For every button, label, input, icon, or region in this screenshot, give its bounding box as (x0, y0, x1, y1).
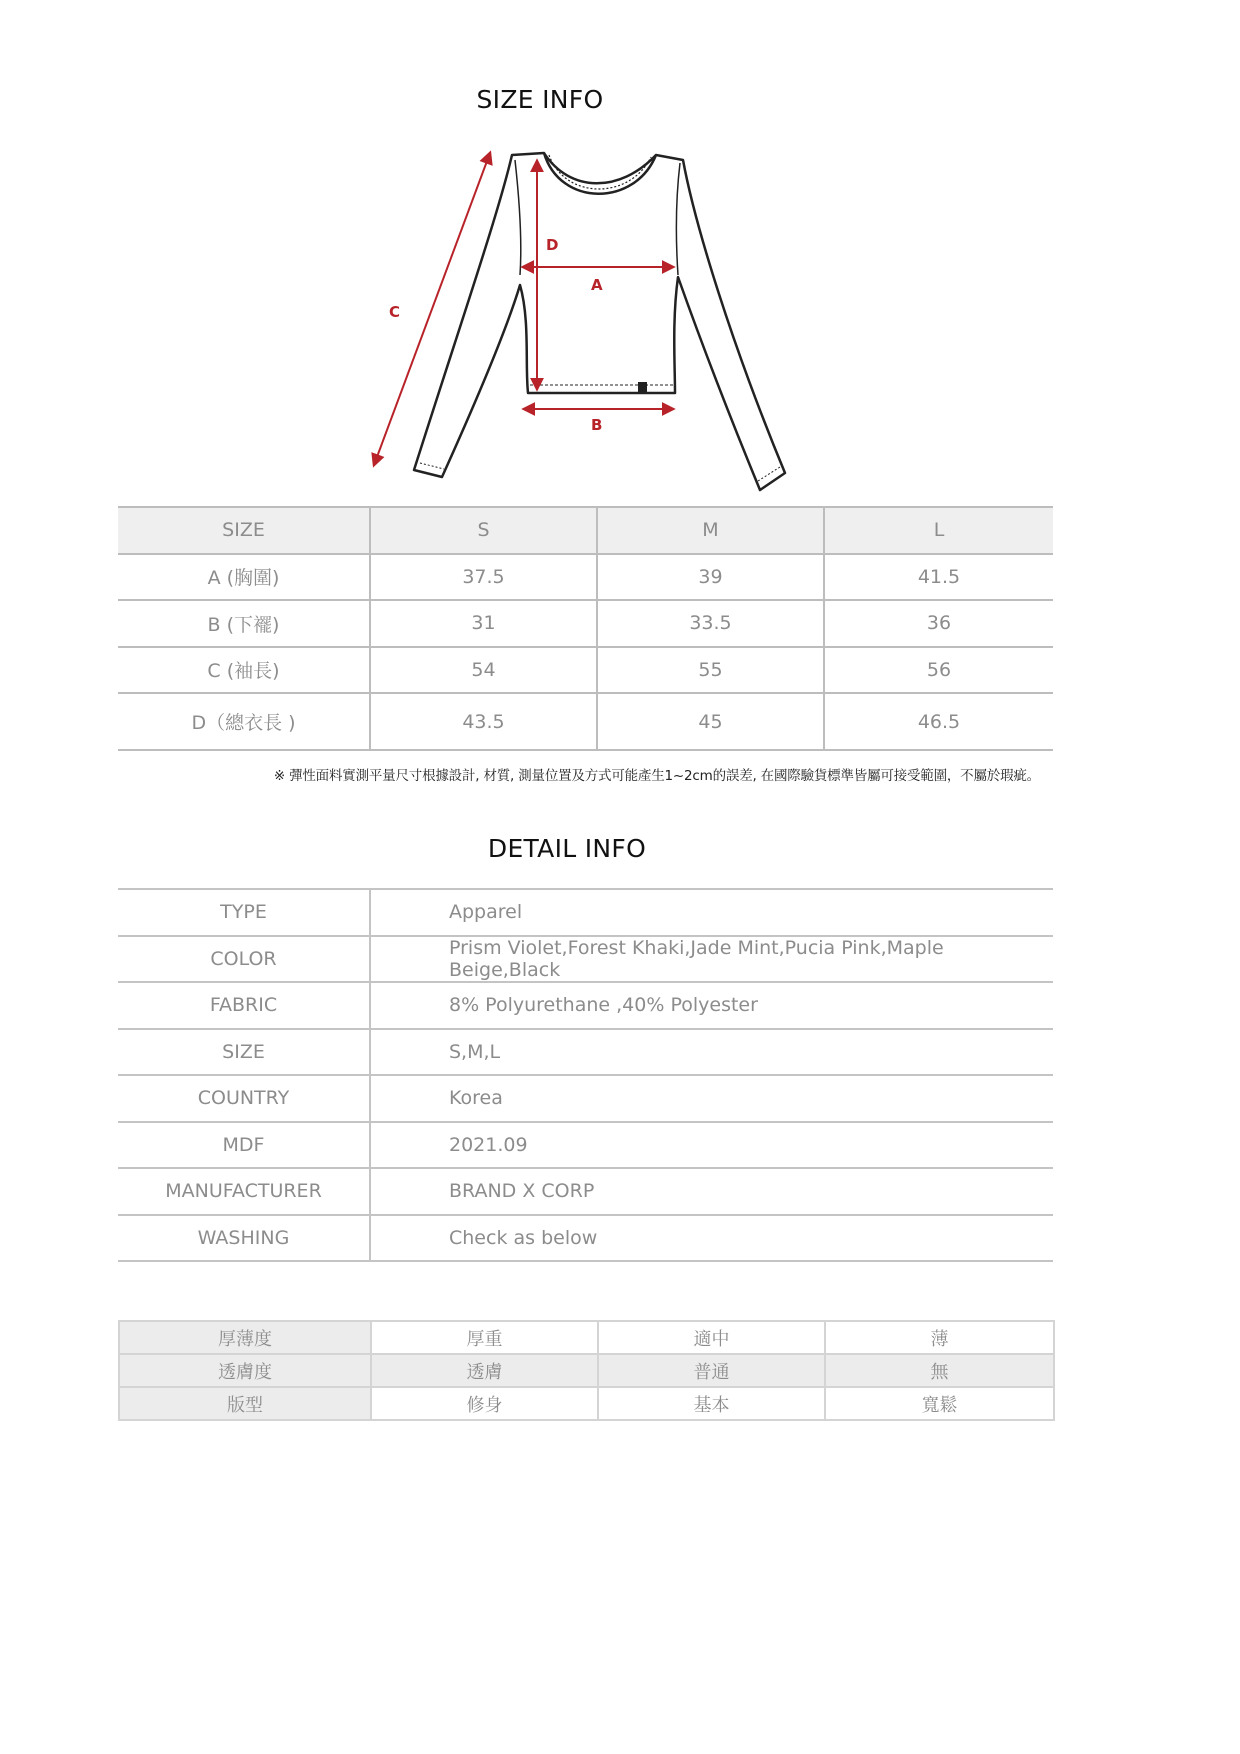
table-row (118, 1122, 1053, 1169)
size-table (118, 506, 1053, 751)
header-cell: S (370, 507, 597, 554)
attr-option: 普通 (598, 1354, 825, 1387)
row-label: C (袖長) (118, 647, 370, 694)
cell: 56 (824, 647, 1053, 694)
table-row (118, 647, 1053, 694)
cell: 45 (597, 693, 824, 750)
header-cell: L (824, 507, 1053, 554)
header-cell: M (597, 507, 824, 554)
attr-option: 薄 (825, 1321, 1054, 1354)
header-cell: SIZE (118, 507, 370, 554)
detail-value: Korea (370, 1075, 1053, 1122)
fabric-attribute-table (118, 1320, 1055, 1421)
cell: 33.5 (597, 600, 824, 647)
table-row (119, 1354, 1054, 1387)
label-d: D (546, 236, 559, 254)
row-label: A (胸圍) (118, 554, 370, 601)
detail-value: 2021.09 (370, 1122, 1053, 1169)
cell: 43.5 (370, 693, 597, 750)
cell: 36 (824, 600, 1053, 647)
detail-key: WASHING (118, 1215, 370, 1262)
attr-option: 基本 (598, 1387, 825, 1420)
row-label: D（總衣長 ) (118, 693, 370, 750)
attr-option: 修身 (371, 1387, 598, 1420)
cell: 41.5 (824, 554, 1053, 601)
table-row (118, 1168, 1053, 1215)
attr-option: 厚重 (371, 1321, 598, 1354)
table-row (119, 1321, 1054, 1354)
detail-key: MDF (118, 1122, 370, 1169)
cell: 54 (370, 647, 597, 694)
detail-value: BRAND X CORP (370, 1168, 1053, 1215)
garment-measurement-diagram (360, 145, 800, 500)
attr-option: 透膚 (371, 1354, 598, 1387)
cell: 46.5 (824, 693, 1053, 750)
attr-option: 寬鬆 (825, 1387, 1054, 1420)
label-c: C (389, 303, 401, 321)
detail-key: SIZE (118, 1029, 370, 1076)
attr-key: 版型 (119, 1387, 371, 1420)
table-row (118, 554, 1053, 601)
cell: 39 (597, 554, 824, 601)
detail-value: 8% Polyurethane ,40% Polyester (370, 982, 1053, 1029)
label-a: A (591, 276, 603, 294)
table-row (118, 889, 1053, 936)
table-row (118, 600, 1053, 647)
table-row (118, 693, 1053, 750)
measurement-note: ※ 彈性面料實測平量尺寸根據設計, 材質, 測量位置及方式可能產生1~2cm的誤差, 在國際驗貨標準皆屬可接受範圍，不屬於瑕疵。 (273, 768, 1040, 784)
detail-key: COUNTRY (118, 1075, 370, 1122)
attr-option: 適中 (598, 1321, 825, 1354)
detail-value: S,M,L (370, 1029, 1053, 1076)
detail-value: Check as below (370, 1215, 1053, 1262)
table-row (118, 936, 1053, 983)
attr-key: 厚薄度 (119, 1321, 371, 1354)
cell: 31 (370, 600, 597, 647)
garment-tag-icon (638, 382, 647, 394)
detail-key: TYPE (118, 889, 370, 936)
detail-value: Prism Violet,Forest Khaki,Jade Mint,Pucia Pink,Maple Beige,Black (370, 936, 1053, 983)
detail-key: FABRIC (118, 982, 370, 1029)
label-b: B (591, 416, 603, 434)
long-sleeve-top-outline (414, 153, 785, 490)
table-row (118, 1075, 1053, 1122)
detail-key: MANUFACTURER (118, 1168, 370, 1215)
size-table-header (118, 507, 1053, 554)
cell: 55 (597, 647, 824, 694)
detail-value: Apparel (370, 889, 1053, 936)
attr-option: 無 (825, 1354, 1054, 1387)
row-label: B (下襬) (118, 600, 370, 647)
detail-info-title: DETAIL INFO (487, 834, 647, 863)
detail-key: COLOR (118, 936, 370, 983)
size-info-title: SIZE INFO (476, 85, 604, 114)
table-row (118, 982, 1053, 1029)
detail-table (118, 888, 1053, 1262)
attr-key: 透膚度 (119, 1354, 371, 1387)
table-row (118, 1029, 1053, 1076)
table-row (119, 1387, 1054, 1420)
table-row (118, 1215, 1053, 1262)
cell: 37.5 (370, 554, 597, 601)
